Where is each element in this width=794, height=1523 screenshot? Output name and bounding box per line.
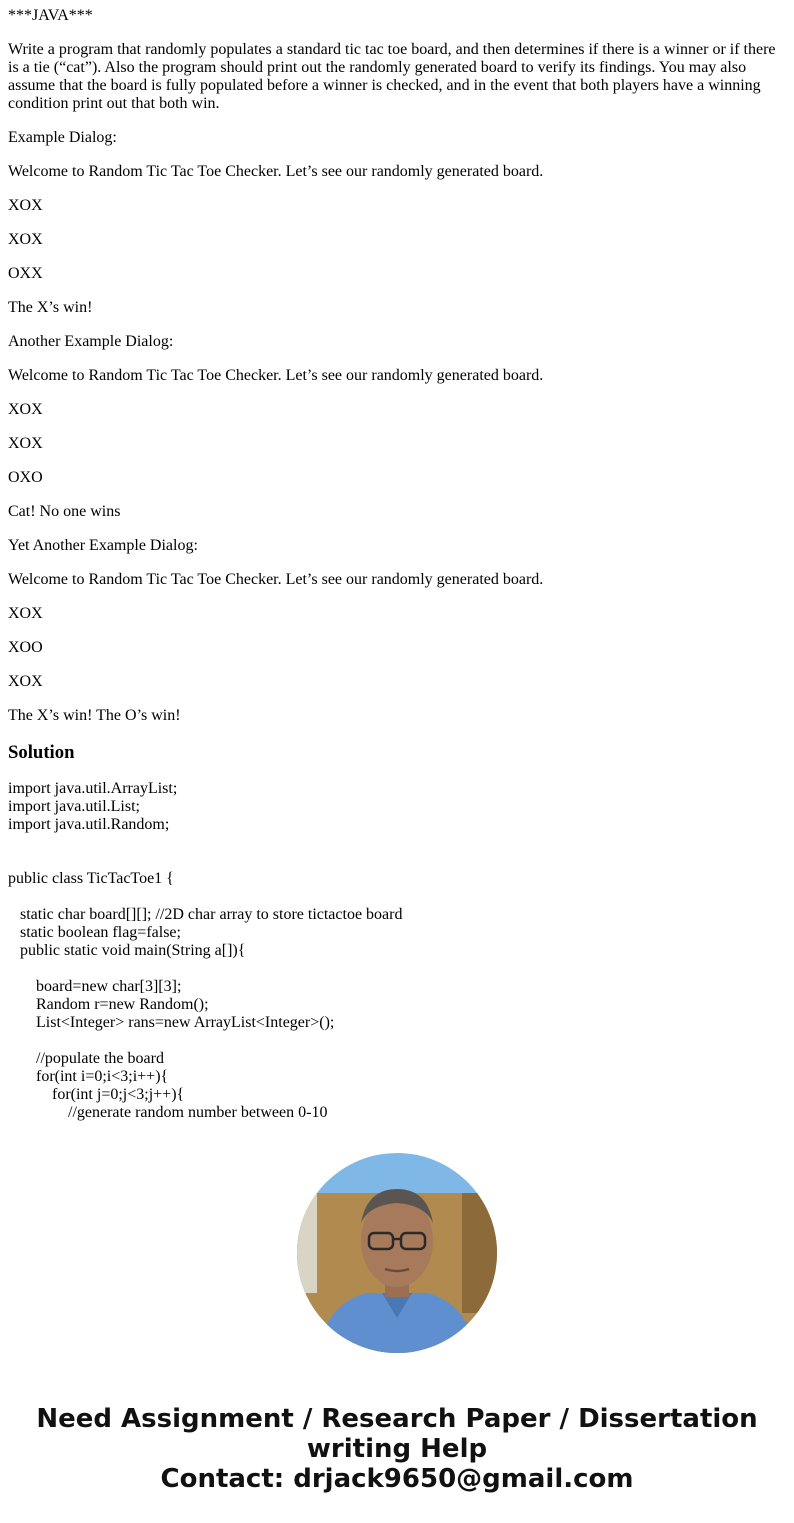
code-line bbox=[8, 852, 786, 870]
board-row: OXO bbox=[8, 469, 43, 486]
banner-line-2: writing Help bbox=[306, 1434, 488, 1464]
code-line: public class TicTacToe1 { bbox=[8, 870, 174, 887]
banner-contact: Contact: drjack9650@gmail.com bbox=[160, 1464, 634, 1494]
author-avatar bbox=[297, 1153, 497, 1353]
example-welcome-text: Welcome to Random Tic Tac Toe Checker. Let’s see our randomly generated board. bbox=[8, 367, 544, 384]
code-line bbox=[8, 834, 786, 852]
board-row: XOX bbox=[8, 401, 43, 418]
example-result: The X’s win! The O’s win! bbox=[8, 707, 181, 724]
question-prompt: Write a program that randomly populates a standard tic tac toe board, and then determines if there is a winner or if there is a tie (“cat”). Also the program should print out the randomly generated board to verify its findings. You may also assume that the board is fully populated before a winner is checked, and in the event that both players have a winning condition print out that both win. bbox=[8, 41, 776, 112]
code-line: for(int i=0;i<3;i++){ bbox=[8, 1068, 169, 1085]
code-line: public static void main(String a[]){ bbox=[8, 942, 246, 959]
code-line: //populate the board bbox=[8, 1050, 164, 1067]
example-welcome-text: Welcome to Random Tic Tac Toe Checker. Let’s see our randomly generated board. bbox=[8, 571, 544, 588]
code-line: for(int j=0;j<3;j++){ bbox=[8, 1086, 185, 1103]
code-line: board=new char[3][3]; bbox=[8, 978, 182, 995]
solution-heading: Solution bbox=[8, 742, 75, 763]
code-line bbox=[8, 1032, 786, 1050]
document-body bbox=[8, 7, 786, 1122]
question-title: ***JAVA*** bbox=[8, 7, 93, 24]
code-line bbox=[8, 888, 786, 906]
code-line: //generate random number between 0-10 bbox=[8, 1104, 328, 1121]
banner-line-1: Need Assignment / Research Paper / Dissertation bbox=[36, 1404, 758, 1434]
solution-code bbox=[8, 780, 786, 1122]
example-label: Example Dialog: bbox=[8, 129, 117, 146]
board-row: XOX bbox=[8, 231, 43, 248]
board-row: XOO bbox=[8, 639, 43, 656]
example-result: The X’s win! bbox=[8, 299, 93, 316]
code-line: Random r=new Random(); bbox=[8, 996, 209, 1013]
example-welcome-text: Welcome to Random Tic Tac Toe Checker. Let’s see our randomly generated board. bbox=[8, 163, 544, 180]
board-row: XOX bbox=[8, 197, 43, 214]
code-line: import java.util.ArrayList; bbox=[8, 780, 178, 797]
code-line: static boolean flag=false; bbox=[8, 924, 181, 941]
board-row: XOX bbox=[8, 673, 43, 690]
board-row: XOX bbox=[8, 605, 43, 622]
contact-banner bbox=[0, 1404, 794, 1494]
example-label: Another Example Dialog: bbox=[8, 333, 174, 350]
code-line: import java.util.List; bbox=[8, 798, 140, 815]
board-row: OXX bbox=[8, 265, 43, 282]
example-result: Cat! No one wins bbox=[8, 503, 121, 520]
code-line bbox=[8, 960, 786, 978]
code-line: import java.util.Random; bbox=[8, 816, 170, 833]
examples-section bbox=[8, 129, 786, 725]
code-line: static char board[][]; //2D char array to store tictactoe board bbox=[8, 906, 403, 923]
example-label: Yet Another Example Dialog: bbox=[8, 537, 198, 554]
code-line: List<Integer> rans=new ArrayList<Integer>(); bbox=[8, 1014, 335, 1031]
person-portrait-icon bbox=[297, 1153, 497, 1353]
board-row: XOX bbox=[8, 435, 43, 452]
